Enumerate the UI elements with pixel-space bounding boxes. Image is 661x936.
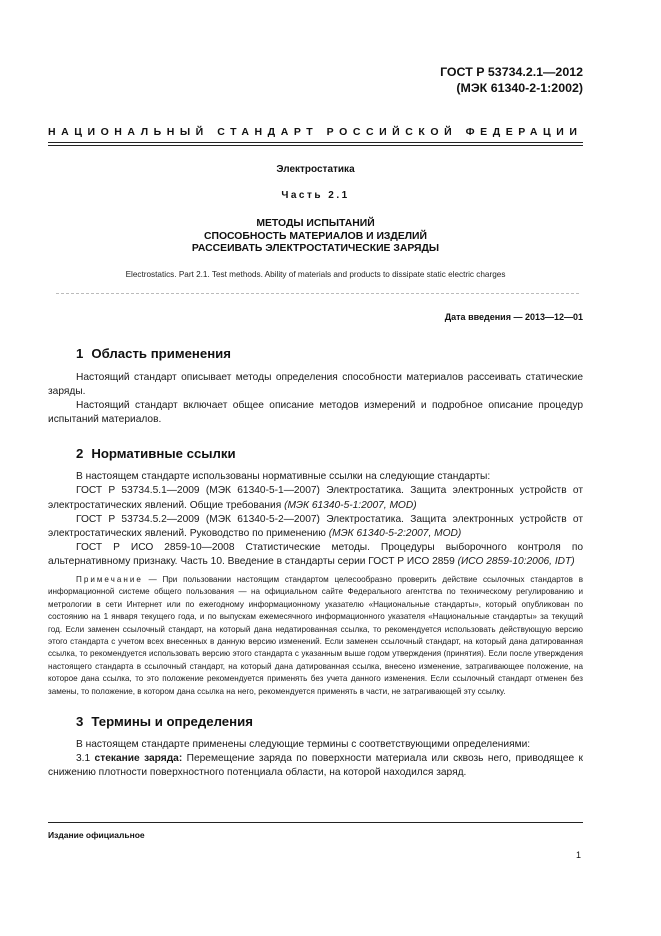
normative-reference <box>48 484 583 512</box>
section-number: 3 <box>76 714 84 730</box>
document-title <box>48 218 583 256</box>
footer-rule <box>48 822 583 823</box>
normative-reference <box>48 541 583 569</box>
title-line: СПОСОБНОСТЬ МАТЕРИАЛОВ И ИЗДЕЛИЙ <box>204 230 427 242</box>
normative-reference <box>48 513 583 541</box>
reference-equivalence: (МЭК 61340-5-2:2007, MOD) <box>328 527 462 539</box>
page-number: 1 <box>575 850 581 860</box>
section-number: 2 <box>76 446 84 462</box>
title-line: РАССЕИВАТЬ ЭЛЕКТРОСТАТИЧЕСКИЕ ЗАРЯДЫ <box>191 243 440 254</box>
note-label: Примечание <box>76 575 143 585</box>
note-text: — При пользовании настоящим стандартом целесообразно проверить действие ссылочных стандартов в информационной системе общего пользования — на официальном сайте Федерального агентства по техническому регулированию и метрологии в сети Интернет или по ежегодному информационному указателю «Национальные стандарты», который опубликован по состоянию на 1 января текущего года, и по выпускам ежемесячного информационного указателя «Национальные стандарты» за текущий год. Если заменен ссылочный стандарт, на который дана недатированная ссылка, то рекомендуется использовать действующую версию этого стандарта с учетом всех внесенных в данную версию изменений. Если заменен ссылочный стандарт, на который дана датированная ссылка, то рекомендуется использовать версию этого стандарта с указанным выше годом утверждения (принятия). Если после утверждения настоящего стандарта в ссылочный стандарт, на который дана датированная ссылка, внесено изменение, затрагивающее положение, на которое дана ссылка, то это положение рекомендуется применять без учета данного изменения. Если ссылочный стандарт отменен без замены, то положение, в котором дана ссылка на него, рекомендуется применять в части, не затрагивающей эту ссылку. <box>48 575 583 696</box>
header-rule-top <box>48 142 583 143</box>
standard-number: ГОСТ Р 53734.2.1—2012 <box>440 65 583 79</box>
reference-text: ГОСТ Р ИСО 2859-10—2008 Статистические методы. Процедуры выборочного контроля по альтернативному признаку. Часть 10. Введение в стандарты серии ГОСТ Р ИСО 2859 <box>48 541 583 567</box>
introduction-date: Дата введения — 2013—12—01 <box>444 312 583 322</box>
paragraph: В настоящем стандарте применены следующие термины с соответствующими определениями: <box>76 739 531 751</box>
term-number: 3.1 <box>76 753 91 765</box>
section-heading <box>48 446 583 461</box>
standard-designation <box>440 64 583 96</box>
reference-equivalence: (МЭК 61340-5-1:2007, MOD) <box>284 499 417 511</box>
iec-number: (МЭК 61340-2-1:2002) <box>456 81 583 95</box>
reference-text: ГОСТ Р 53734.5.1—2009 (МЭК 61340-5-1—2007) Электростатика. Защита электронных устройств от электростатических явлений. Общие требования <box>48 485 583 511</box>
edition-label: Издание официальное <box>48 830 145 840</box>
english-title: Electrostatics. Part 2.1. Test methods. Ability of materials and products to dissipate static electric charges <box>125 270 506 279</box>
term-definition <box>48 752 583 780</box>
paragraph: Настоящий стандарт описывает методы определения способности материалов рассеивать статические заряды. <box>48 372 583 398</box>
section-title: Область применения <box>91 346 231 361</box>
section-number: 1 <box>76 346 84 361</box>
section-title: Термины и определения <box>91 714 253 730</box>
title-divider <box>56 293 579 294</box>
section-heading <box>48 346 583 361</box>
section-title: Нормативные ссылки <box>91 446 236 462</box>
section-heading <box>48 714 583 729</box>
paragraph: Настоящий стандарт включает общее описание методов измерений и подробное описание процедур испытаний материалов. <box>48 400 583 426</box>
subject-heading: Электростатика <box>276 164 355 175</box>
term: стекание заряда: <box>94 753 183 765</box>
part-heading: Часть 2.1 <box>281 190 350 201</box>
header-rule-bottom <box>48 145 583 146</box>
document-body <box>48 346 583 780</box>
definition-text: Перемещение заряда по поверхности материала или сквозь него, приводящее к снижению плотности поверхностного потенциала области, на которой находился заряд. <box>48 753 583 779</box>
reference-equivalence: (ИСО 2859-10:2006, IDT) <box>457 555 575 567</box>
national-standard-heading: НАЦИОНАЛЬНЫЙ СТАНДАРТ РОССИЙСКОЙ ФЕДЕРАЦИИ <box>48 126 583 138</box>
paragraph: В настоящем стандарте использованы нормативные ссылки на следующие стандарты: <box>76 471 491 483</box>
title-line: МЕТОДЫ ИСПЫТАНИЙ <box>256 218 375 229</box>
reference-text: ГОСТ Р 53734.5.2—2009 (МЭК 61340-5-2—2007) Электростатика. Защита электронных устройств от электростатических явлений. Руководство по применению <box>48 513 583 539</box>
note <box>48 574 583 698</box>
